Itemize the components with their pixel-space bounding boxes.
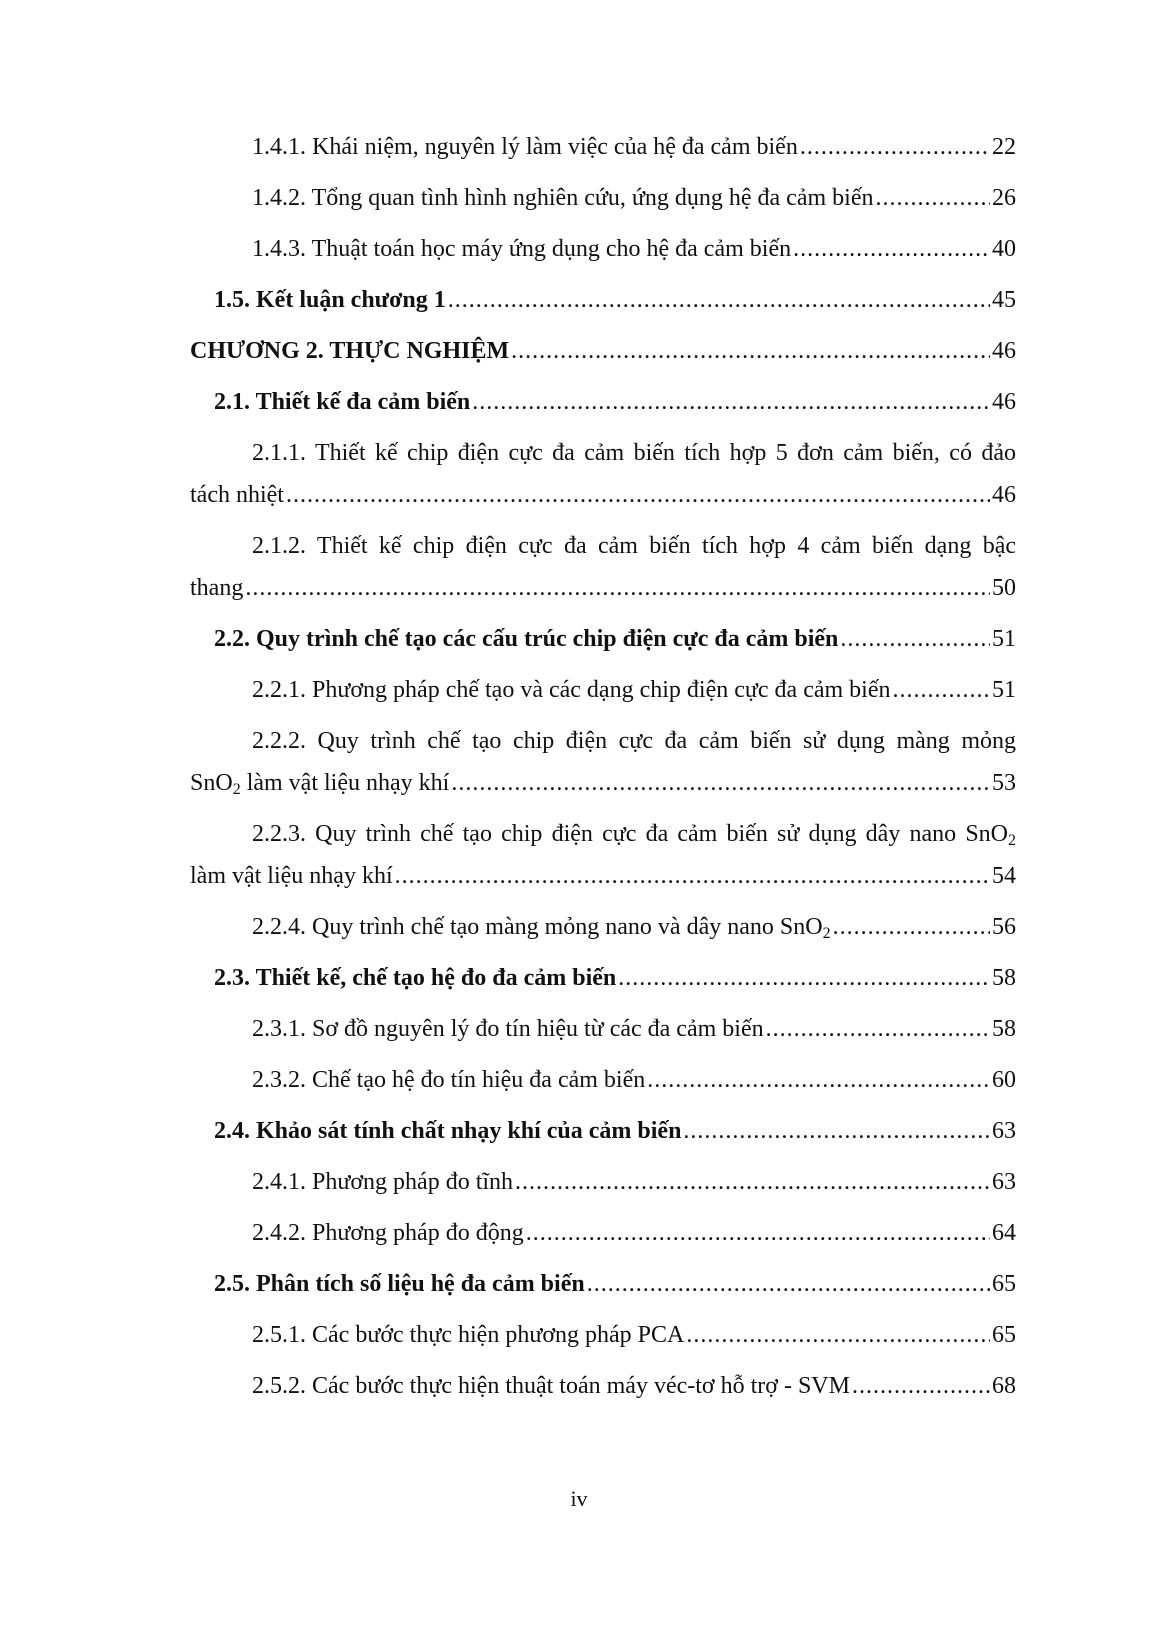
toc-entry[interactable] (190, 676, 1016, 704)
toc-entry-title: 2.3.2. Chế tạo hệ đo tín hiệu đa cảm biến (252, 1067, 646, 1093)
toc-leader-dots (286, 481, 990, 509)
toc-entry-title: 2.5. Phân tích số liệu hệ đa cảm biến (214, 1271, 585, 1297)
toc-entry-title: 2.3.1. Sơ đồ nguyên lý đo tín hiệu từ các đa cảm biến (252, 1016, 764, 1042)
toc-entry-title: 1.5. Kết luận chương 1 (214, 287, 446, 313)
toc-entry[interactable] (190, 184, 1016, 212)
toc-entry-page: 68 (992, 1373, 1016, 1399)
toc-entry[interactable] (190, 1270, 1016, 1298)
toc-leader-dots (245, 574, 990, 602)
toc-entry-page: 40 (992, 236, 1016, 262)
toc-leader-dots (515, 1168, 990, 1196)
toc-entry-title-line2: SnO$_2$ làm vật liệu nhạy khí (190, 770, 450, 798)
toc-leader-dots (451, 769, 990, 797)
toc-entry-continuation[interactable] (190, 769, 1016, 797)
toc-entry-title-line1: 2.1.1. Thiết kế chip điện cực đa cảm biến tích hợp 5 đơn cảm biến, có đảo (252, 440, 1016, 466)
toc-entry[interactable] (190, 388, 1016, 416)
toc-entry-continuation[interactable] (190, 862, 1016, 890)
toc-leader-dots (448, 286, 990, 314)
toc-entry-continuation[interactable] (190, 574, 1016, 602)
toc-entry-page: 26 (992, 185, 1016, 211)
toc-leader-dots (587, 1270, 990, 1298)
toc-leader-dots (875, 184, 990, 212)
toc-chapter-entry[interactable] (190, 337, 1016, 365)
toc-entry-page: 65 (992, 1271, 1016, 1297)
toc-entry[interactable] (190, 286, 1016, 314)
toc-entry-title: 2.1. Thiết kế đa cảm biến (214, 389, 471, 415)
toc-entry[interactable] (190, 727, 1016, 755)
toc-entry[interactable] (190, 1015, 1016, 1043)
toc-entry[interactable] (190, 532, 1016, 560)
toc-entry-title: 2.4. Khảo sát tính chất nhạy khí của cảm biến (214, 1118, 682, 1144)
toc-entry-page: 51 (992, 626, 1016, 652)
toc-entry-title: 1.4.2. Tổng quan tình hình nghiên cứu, ứng dụng hệ đa cảm biến (252, 185, 874, 211)
toc-entry-title-line2: tách nhiệt (190, 482, 284, 508)
toc-entry-title: 1.4.1. Khái niệm, nguyên lý làm việc của hệ đa cảm biến (252, 134, 798, 160)
toc-entry-title: 2.3. Thiết kế, chế tạo hệ đo đa cảm biến (214, 965, 617, 991)
toc-entry[interactable] (190, 1321, 1016, 1349)
toc-entry-page: 60 (992, 1067, 1016, 1093)
toc-entry[interactable] (190, 820, 1016, 848)
toc-entry[interactable] (190, 1219, 1016, 1247)
toc-entry-title: 2.2.1. Phương pháp chế tạo và các dạng chip điện cực đa cảm biến (252, 677, 891, 703)
toc-entry-title: 2.5.2. Các bước thực hiện thuật toán máy véc-tơ hỗ trợ - SVM (252, 1373, 850, 1399)
toc-leader-dots (840, 625, 990, 653)
toc-entry[interactable] (190, 439, 1016, 467)
toc-entry-title-line2: làm vật liệu nhạy khí (190, 863, 393, 889)
toc-entry-page: 65 (992, 1322, 1016, 1348)
toc-entry-page: 51 (992, 677, 1016, 703)
toc-entry-page: 22 (992, 134, 1016, 160)
toc-entry[interactable] (190, 235, 1016, 263)
toc-leader-dots (395, 862, 990, 890)
toc-entry-title-line1: 2.2.2. Quy trình chế tạo chip điện cực đa cảm biến sử dụng màng mỏng (252, 728, 1016, 754)
toc-leader-dots (526, 1219, 990, 1247)
toc-entry-page: 64 (992, 1220, 1016, 1246)
toc-entry-page: 46 (992, 389, 1016, 415)
toc-leader-dots (793, 235, 990, 263)
toc-entry[interactable] (190, 133, 1016, 161)
toc-entry-title-line1: 2.2.3. Quy trình chế tạo chip điện cực đa cảm biến sử dụng dây nano SnO$_2$ (252, 821, 1016, 848)
toc-entry[interactable] (190, 913, 1016, 941)
toc-entry-page: 54 (992, 863, 1016, 889)
toc-leader-dots (686, 1321, 990, 1349)
toc-entry[interactable] (190, 1066, 1016, 1094)
toc-leader-dots (647, 1066, 990, 1094)
toc-leader-dots (511, 337, 990, 365)
toc-entry-title-line2: thang (190, 575, 244, 601)
toc-entry-title: 2.4.2. Phương pháp đo động (252, 1220, 524, 1246)
toc-entry[interactable] (190, 1168, 1016, 1196)
toc-entry-page: 63 (992, 1169, 1016, 1195)
toc-leader-dots (892, 676, 990, 704)
toc-leader-dots (833, 913, 990, 941)
toc-entry-title: 1.4.3. Thuật toán học máy ứng dụng cho hệ đa cảm biến (252, 236, 792, 262)
toc-entry-title: CHƯƠNG 2. THỰC NGHIỆM (190, 338, 510, 364)
toc-entry[interactable] (190, 625, 1016, 653)
toc-entry-title: 2.5.1. Các bước thực hiện phương pháp PCA (252, 1322, 685, 1348)
toc-leader-dots (852, 1372, 990, 1400)
toc-leader-dots (800, 133, 990, 161)
toc-leader-dots (618, 964, 990, 992)
toc-leader-dots (683, 1117, 990, 1145)
toc-entry-page: 46 (992, 482, 1016, 508)
toc-leader-dots (766, 1015, 990, 1043)
toc-entry-page: 53 (992, 770, 1016, 796)
toc-entry-page: 63 (992, 1118, 1016, 1144)
toc-entry-title: 2.2. Quy trình chế tạo các cấu trúc chip điện cực đa cảm biến (214, 626, 839, 652)
toc-entry-page: 56 (992, 914, 1016, 940)
toc-entry-page: 50 (992, 575, 1016, 601)
toc-entry[interactable] (190, 964, 1016, 992)
toc-entry-page: 58 (992, 965, 1016, 991)
toc-entry-page: 58 (992, 1016, 1016, 1042)
toc-leader-dots (472, 388, 990, 416)
page-number: iv (570, 1486, 588, 1511)
toc-entry-title: 2.4.1. Phương pháp đo tĩnh (252, 1169, 514, 1195)
toc-entry-page: 45 (992, 287, 1016, 313)
toc-entry-title-line1: 2.1.2. Thiết kế chip điện cực đa cảm biến tích hợp 4 cảm biến dạng bậc (252, 533, 1016, 559)
toc-entry[interactable] (190, 1117, 1016, 1145)
toc-entry-page: 46 (992, 338, 1016, 364)
toc-entry-title: 2.2.4. Quy trình chế tạo màng mỏng nano và dây nano SnO$_2$ (252, 914, 831, 942)
toc-entry-continuation[interactable] (190, 481, 1016, 509)
toc-entry[interactable] (190, 1372, 1016, 1400)
